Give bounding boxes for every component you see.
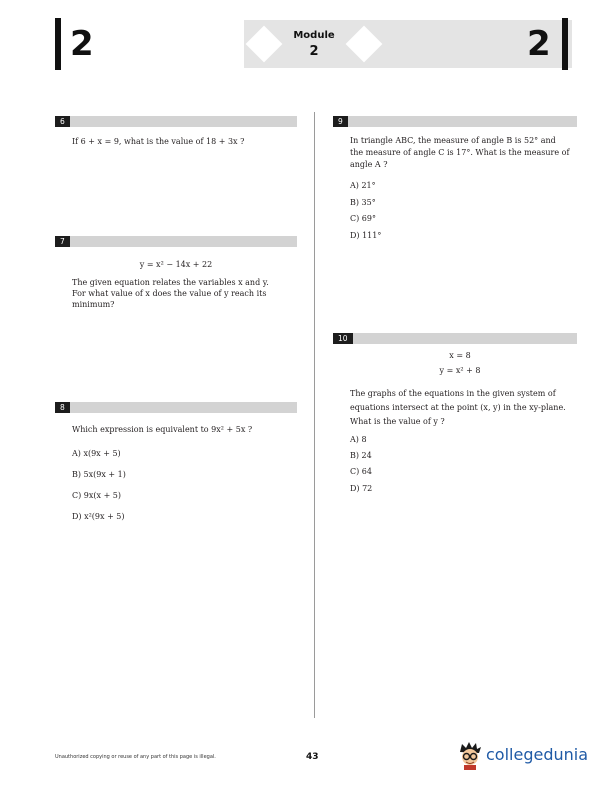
- question-9-number: 9: [333, 116, 348, 127]
- page-number: 43: [306, 752, 319, 762]
- question-9-choice-d[interactable]: D) 111°: [350, 231, 382, 240]
- question-9-text-line-2: the measure of angle C is 17°. What is the measure of: [350, 148, 570, 157]
- question-8-text: Which expression is equivalent to 9x² + 5x ?: [72, 425, 253, 434]
- left-header-bar: [55, 18, 61, 70]
- right-module-number: 2: [527, 24, 551, 64]
- module-number: 2: [309, 44, 319, 59]
- question-9-text-line-1: In triangle ABC, the measure of angle B is 52° and: [350, 136, 556, 145]
- question-7-equation: y = x² − 14x + 22: [139, 260, 213, 269]
- question-10-equation-1: x = 8: [449, 351, 471, 360]
- question-10-text-line-2: equations intersect at the point (x, y) in the xy-plane.: [350, 403, 566, 412]
- question-10-text-line-3: What is the value of y ?: [350, 417, 445, 426]
- copyright-notice: Unauthorized copying or reuse of any part of this page is illegal.: [55, 754, 216, 760]
- question-9-text-line-3: angle A ?: [350, 160, 388, 169]
- question-10-choice-d[interactable]: D) 72: [350, 484, 373, 493]
- question-8-bar: [55, 402, 297, 413]
- question-6-bar: [55, 116, 297, 127]
- question-10-text-line-1: The graphs of the equations in the given system of: [350, 389, 556, 398]
- question-8-choice-b[interactable]: B) 5x(9x + 1): [72, 470, 126, 479]
- right-header-bar: [562, 18, 568, 70]
- column-divider: [314, 112, 315, 718]
- left-module-number: 2: [70, 24, 94, 64]
- question-10-equation-2: y = x² + 8: [439, 366, 481, 375]
- student-mascot-icon: [456, 740, 484, 770]
- question-8-number: 8: [55, 402, 70, 413]
- question-9-choice-c[interactable]: C) 69°: [350, 214, 376, 223]
- question-6-text: If 6 + x = 9, what is the value of 18 + 3x ?: [72, 137, 245, 146]
- question-10-number: 10: [333, 333, 353, 344]
- brand-name[interactable]: collegedunia: [486, 745, 589, 764]
- question-7-text-line-1: The given equation relates the variables x and y.: [72, 278, 269, 287]
- question-10-choice-b[interactable]: B) 24: [350, 451, 372, 460]
- question-7-text-line-3: minimum?: [72, 300, 115, 309]
- question-9-choice-a[interactable]: A) 21°: [350, 181, 376, 190]
- question-9-choice-b[interactable]: B) 35°: [350, 198, 376, 207]
- question-7-bar: [55, 236, 297, 247]
- question-6-number: 6: [55, 116, 70, 127]
- question-10-choice-a[interactable]: A) 8: [350, 435, 367, 444]
- question-8-choice-c[interactable]: C) 9x(x + 5): [72, 491, 122, 500]
- question-8-choice-d[interactable]: D) x²(9x + 5): [72, 512, 125, 521]
- question-7-number: 7: [55, 236, 70, 247]
- question-9-bar: [333, 116, 577, 127]
- question-10-bar: [333, 333, 577, 344]
- question-8-choice-a[interactable]: A) x(9x + 5): [72, 449, 121, 458]
- module-label: Module: [293, 30, 335, 41]
- question-10-choice-c[interactable]: C) 64: [350, 467, 372, 476]
- question-7-text-line-2: For what value of x does the value of y reach its: [72, 289, 267, 298]
